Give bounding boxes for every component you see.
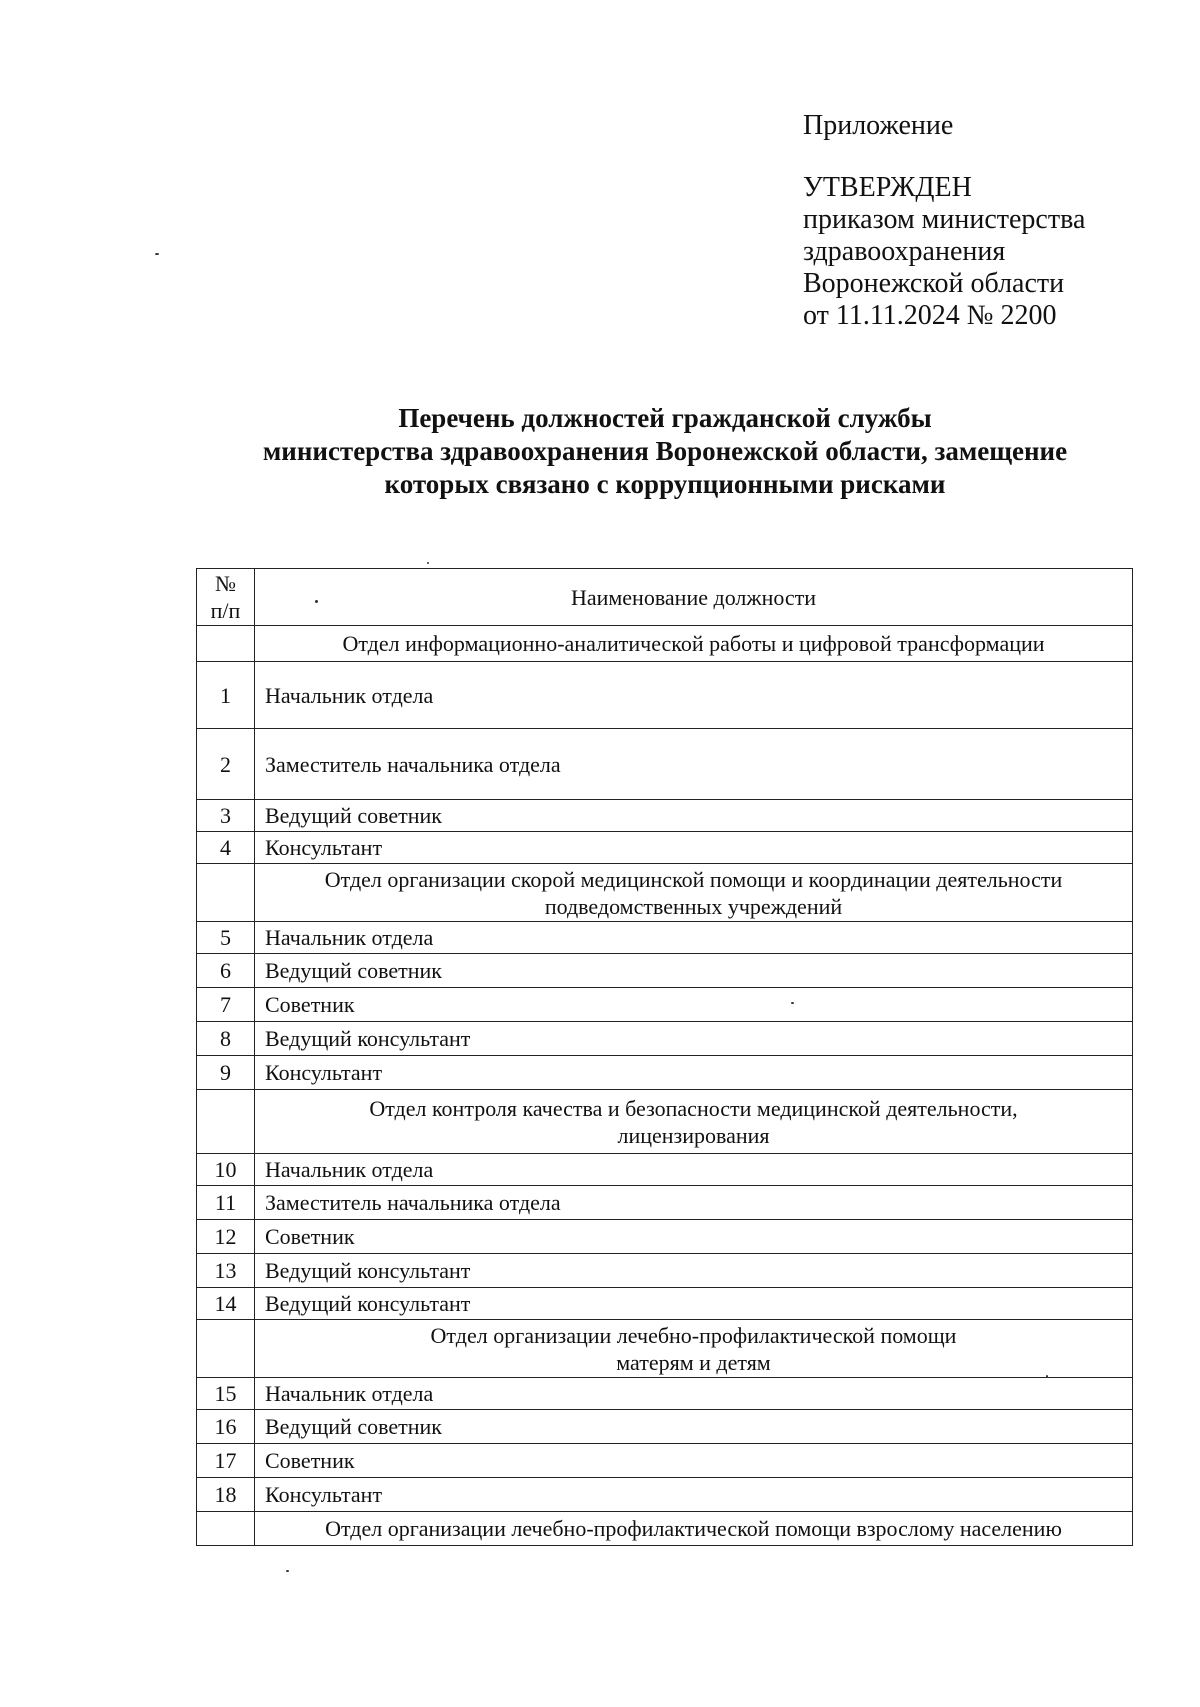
header-position-name: Наименование должности [255, 569, 1133, 626]
table-row [197, 1378, 1133, 1410]
table-header-row [197, 569, 1133, 626]
scan-speck [427, 562, 429, 564]
table-row [197, 729, 1133, 800]
department-number-cell [197, 626, 255, 662]
position-name: Ведущий советник [255, 1410, 1133, 1444]
position-name: Ведущий советник [255, 954, 1133, 988]
row-number: 17 [197, 1444, 255, 1478]
position-name: Ведущий советник [255, 800, 1133, 832]
row-number: 5 [197, 922, 255, 954]
position-name: Ведущий консультант [255, 1288, 1133, 1320]
row-number: 14 [197, 1288, 255, 1320]
appendix-label: Приложение [803, 110, 954, 141]
department-name-line: Отдел организации скорой медицинской помощи и координации деятельности [324, 866, 1063, 892]
department-name-line: Отдел организации лечебно-профилактической помощи взрослому населению [325, 1516, 1062, 1541]
title-line-2: министерства здравоохранения Воронежской области, замещение [262, 436, 1068, 466]
row-number: 3 [197, 800, 255, 832]
row-number: 16 [197, 1410, 255, 1444]
department-number-cell [197, 1512, 255, 1546]
department-name [255, 1090, 1133, 1154]
department-row [197, 1320, 1133, 1378]
scan-speck [155, 253, 159, 255]
scan-speck [315, 600, 318, 603]
scan-speck [286, 1570, 289, 1572]
position-name: Советник [255, 1444, 1133, 1478]
department-name-line: подведомственных учреждений [544, 893, 843, 919]
approval-order-number: от 11.11.2024 № 2200 [803, 300, 1057, 331]
position-name: Начальник отдела [255, 1378, 1133, 1410]
position-name: Консультант [255, 832, 1133, 864]
row-number: 4 [197, 832, 255, 864]
table-row [197, 988, 1133, 1022]
department-row [197, 864, 1133, 922]
row-number: 15 [197, 1378, 255, 1410]
title-line-3: которых связано с коррупционными рисками [384, 469, 946, 499]
row-number: 1 [197, 662, 255, 729]
department-number-cell [197, 864, 255, 922]
department-row [197, 1090, 1133, 1154]
approval-line-2: здравоохранения [803, 236, 1006, 267]
table-row [197, 800, 1133, 832]
department-name [255, 1320, 1133, 1378]
header-number-line-2: п/п [210, 598, 241, 623]
position-name: Консультант [255, 1056, 1133, 1090]
row-number: 13 [197, 1254, 255, 1288]
table-row [197, 1478, 1133, 1512]
position-name: Консультант [255, 1478, 1133, 1512]
table-row [197, 954, 1133, 988]
table-row [197, 832, 1133, 864]
approval-line-1: приказом министерства [803, 204, 1086, 235]
table-row [197, 1254, 1133, 1288]
table-row [197, 1220, 1133, 1254]
row-number: 6 [197, 954, 255, 988]
position-name: Начальник отдела [255, 662, 1133, 729]
row-number: 2 [197, 729, 255, 800]
department-name [255, 1512, 1133, 1546]
row-number: 11 [197, 1186, 255, 1220]
position-name: Советник [255, 1220, 1133, 1254]
table-row [197, 1444, 1133, 1478]
department-number-cell [197, 1090, 255, 1154]
table-row [197, 1022, 1133, 1056]
table-row [197, 1056, 1133, 1090]
department-name [255, 626, 1133, 662]
department-name-line: Отдел организации лечебно-профилактической помощи [430, 1322, 957, 1348]
position-name: Заместитель начальника отдела [255, 729, 1133, 800]
department-row [197, 626, 1133, 662]
position-name: Начальник отдела [255, 1154, 1133, 1186]
department-row [197, 1512, 1133, 1546]
position-name: Советник [255, 988, 1133, 1022]
department-name-line: лицензирования [617, 1122, 770, 1148]
department-name [255, 864, 1133, 922]
scan-speck [791, 1002, 794, 1004]
table-row [197, 1288, 1133, 1320]
scan-speck [1046, 1375, 1048, 1378]
approval-block [803, 110, 1085, 332]
table-row [197, 1410, 1133, 1444]
row-number: 9 [197, 1056, 255, 1090]
table-row [197, 1154, 1133, 1186]
table-row [197, 1186, 1133, 1220]
row-number: 18 [197, 1478, 255, 1512]
row-number: 10 [197, 1154, 255, 1186]
department-number-cell [197, 1320, 255, 1378]
department-name-line: матерям и детям [616, 1349, 771, 1375]
positions-table [196, 568, 1133, 1546]
department-name-line: Отдел информационно-аналитической работы и цифровой трансформации [342, 631, 1045, 656]
position-name: Начальник отдела [255, 922, 1133, 954]
table-row [197, 662, 1133, 729]
row-number: 12 [197, 1220, 255, 1254]
position-name: Ведущий консультант [255, 1254, 1133, 1288]
header-number [197, 569, 255, 626]
document-title [150, 402, 1180, 501]
title-line-1: Перечень должностей гражданской службы [398, 403, 932, 433]
table-body [197, 626, 1133, 1546]
row-number: 7 [197, 988, 255, 1022]
table-row [197, 922, 1133, 954]
position-name: Заместитель начальника отдела [255, 1186, 1133, 1220]
approved-label: УТВЕРЖДЕН [803, 172, 972, 203]
position-name: Ведущий консультант [255, 1022, 1133, 1056]
header-number-line-1: № [215, 571, 236, 596]
department-name-line: Отдел контроля качества и безопасности медицинской деятельности, [369, 1095, 1018, 1121]
approval-line-3: Воронежской области [803, 268, 1065, 299]
row-number: 8 [197, 1022, 255, 1056]
